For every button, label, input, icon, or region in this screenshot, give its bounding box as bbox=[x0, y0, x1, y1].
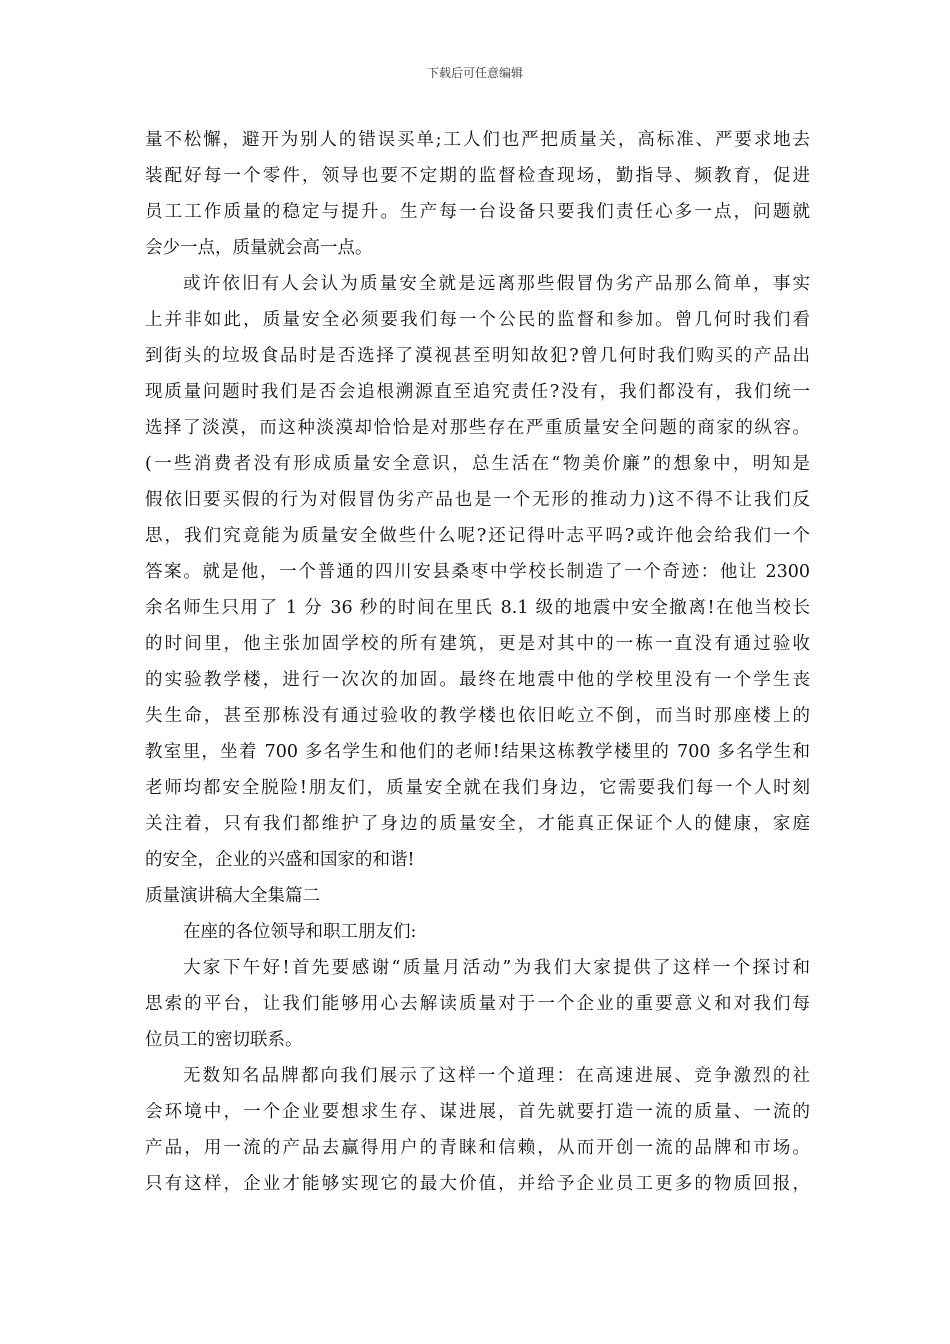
text-line: 在座的各位领导和职工朋友们: bbox=[183, 922, 417, 942]
text-line: 假依旧要买假的行为对假冒伪劣产品也是一个无形的推动力)这不得不让我们反 bbox=[145, 490, 810, 510]
text-line: 答案。就是他，一个普通的四川安县桑枣中学校长制造了一个奇迹：他让 2300 bbox=[145, 562, 810, 582]
text-line: 现质量问题时我们是否会追根溯源直至追究责任?没有，我们都没有，我们统一 bbox=[145, 382, 810, 402]
text-line: 量不松懈，避开为别人的错误买单;工人们也严把质量关，高标准、严要求地去 bbox=[145, 130, 810, 150]
text-line: 的实验教学楼，进行一次次的加固。最终在地震中他的学校里没有一个学生丧 bbox=[145, 670, 810, 690]
text-line: 员工工作质量的稳定与提升。生产每一台设备只要我们责任心多一点，问题就 bbox=[145, 202, 810, 222]
page-header: 下载后可任意编辑 bbox=[426, 66, 523, 80]
text-line: 选择了淡漠，而这种淡漠却恰恰是对那些存在严重质量安全问题的商家的纵容。 bbox=[145, 418, 810, 438]
text-line: 会少一点，质量就会高一点。 bbox=[145, 238, 373, 258]
text-line: 思，我们究竟能为质量安全做些什么呢?还记得叶志平吗?或许他会给我们一个 bbox=[145, 526, 810, 546]
text-line: 位员工的密切联系。 bbox=[145, 1030, 303, 1050]
text-line: 会环境中，一个企业要想求生存、谋进展，首先就要打造一流的质量、一流的 bbox=[145, 1102, 810, 1122]
text-line: 只有这样，企业才能够实现它的最大价值，并给予企业员工更多的物质回报， bbox=[145, 1174, 810, 1194]
text-line: 余名师生只用了 1 分 36 秒的时间在里氏 8.1 级的地震中安全撤离!在他当校长 bbox=[145, 598, 810, 618]
section-heading: 质量演讲稿大全集篇二 bbox=[145, 886, 320, 906]
text-line: (一些消费者没有形成质量安全意识，总生活在“物美价廉”的想象中，明知是 bbox=[145, 454, 810, 474]
text-line: 思索的平台，让我们能够用心去解读质量对于一个企业的重要意义和对我们每 bbox=[145, 994, 810, 1014]
text-line: 无数知名品牌都向我们展示了这样一个道理：在高速进展、竞争激烈的社 bbox=[183, 1066, 810, 1086]
text-line: 老师均都安全脱险!朋友们，质量安全就在我们身边，它需要我们每一个人时刻 bbox=[145, 778, 810, 798]
document-body bbox=[145, 122, 810, 1202]
text-line: 关注着，只有我们都维护了身边的质量安全，才能真正保证个人的健康，家庭 bbox=[145, 814, 810, 834]
text-line: 或许依旧有人会认为质量安全就是远离那些假冒伪劣产品那么简单，事实 bbox=[183, 274, 810, 294]
text-line: 失生命，甚至那栋没有通过验收的教学楼也依旧屹立不倒，而当时那座楼上的 bbox=[145, 706, 810, 726]
text-line: 教室里，坐着 700 多名学生和他们的老师!结果这栋教学楼里的 700 多名学生和 bbox=[145, 742, 810, 762]
text-line: 到街头的垃圾食品时是否选择了漠视甚至明知故犯?曾几何时我们购买的产品出 bbox=[145, 346, 810, 366]
text-line: 的时间里，他主张加固学校的所有建筑，更是对其中的一栋一直没有通过验收 bbox=[145, 634, 810, 654]
text-line: 产品，用一流的产品去赢得用户的青睐和信赖，从而开创一流的品牌和市场。 bbox=[145, 1138, 810, 1158]
text-line: 上并非如此，质量安全必须要我们每一个公民的监督和参加。曾几何时我们看 bbox=[145, 310, 810, 330]
text-line: 装配好每一个零件，领导也要不定期的监督检查现场，勤指导、频教育，促进 bbox=[145, 166, 810, 186]
text-line: 的安全，企业的兴盛和国家的和谐! bbox=[145, 850, 415, 870]
text-line: 大家下午好!首先要感谢“质量月活动”为我们大家提供了这样一个探讨和 bbox=[183, 958, 810, 978]
